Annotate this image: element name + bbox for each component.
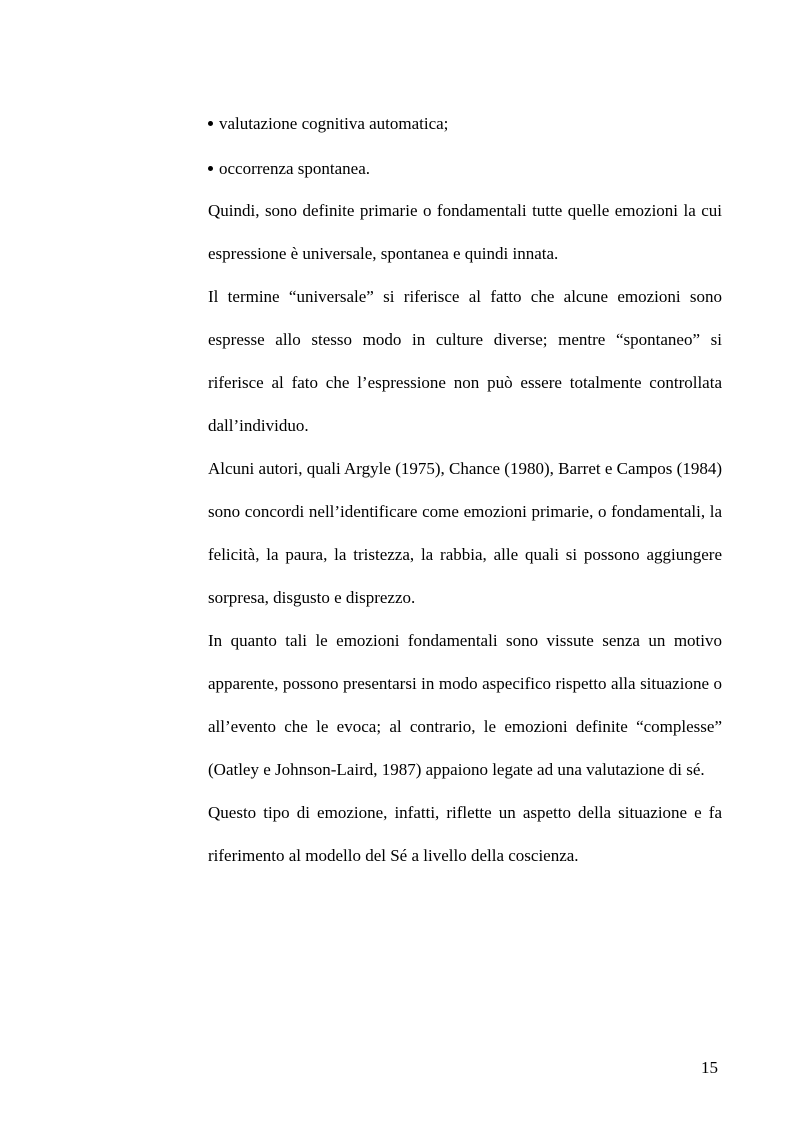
bullet-dot-icon <box>208 166 213 171</box>
paragraph: Questo tipo di emozione, infatti, riflette un aspetto della situazione e fa riferimento al modello del Sé a livello della coscienza. <box>208 803 722 865</box>
body-text <box>208 112 722 877</box>
paragraph: In quanto tali le emozioni fondamentali sono vissute senza un motivo apparente, possono presentarsi in modo aspecifico rispetto alla situazione o all’evento che le evoca; al contrario, le emozioni definite “complesse” (Oatley e Johnson-Laird, 1987) appaiono legate ad una valutazione di sé. <box>208 631 722 779</box>
paragraph: Quindi, sono definite primarie o fondamentali tutte quelle emozioni la cui espressione è universale, spontanea e quindi innata. <box>208 201 722 263</box>
bullet-text: valutazione cognitiva automatica; <box>219 114 449 133</box>
bullet-text: occorrenza spontanea. <box>219 159 371 178</box>
page-number: 15 <box>701 1058 718 1077</box>
bullet-dot-icon <box>208 121 213 126</box>
paragraph: Alcuni autori, quali Argyle (1975), Chance (1980), Barret e Campos (1984) sono concordi nell’identificare come emozioni primarie, o fondamentali, la felicità, la paura, la tristezza, la rabbia, alle quali si possono aggiungere sorpresa, disgusto e disprezzo. <box>208 459 722 607</box>
paragraph: Il termine “universale” si riferisce al fatto che alcune emozioni sono espresse allo stesso modo in culture diverse; mentre “spontaneo” si riferisce al fato che l’espressione non può essere totalmente controllata dall’individuo. <box>208 287 722 435</box>
bullet-item <box>208 157 722 181</box>
bullet-item <box>208 112 722 136</box>
